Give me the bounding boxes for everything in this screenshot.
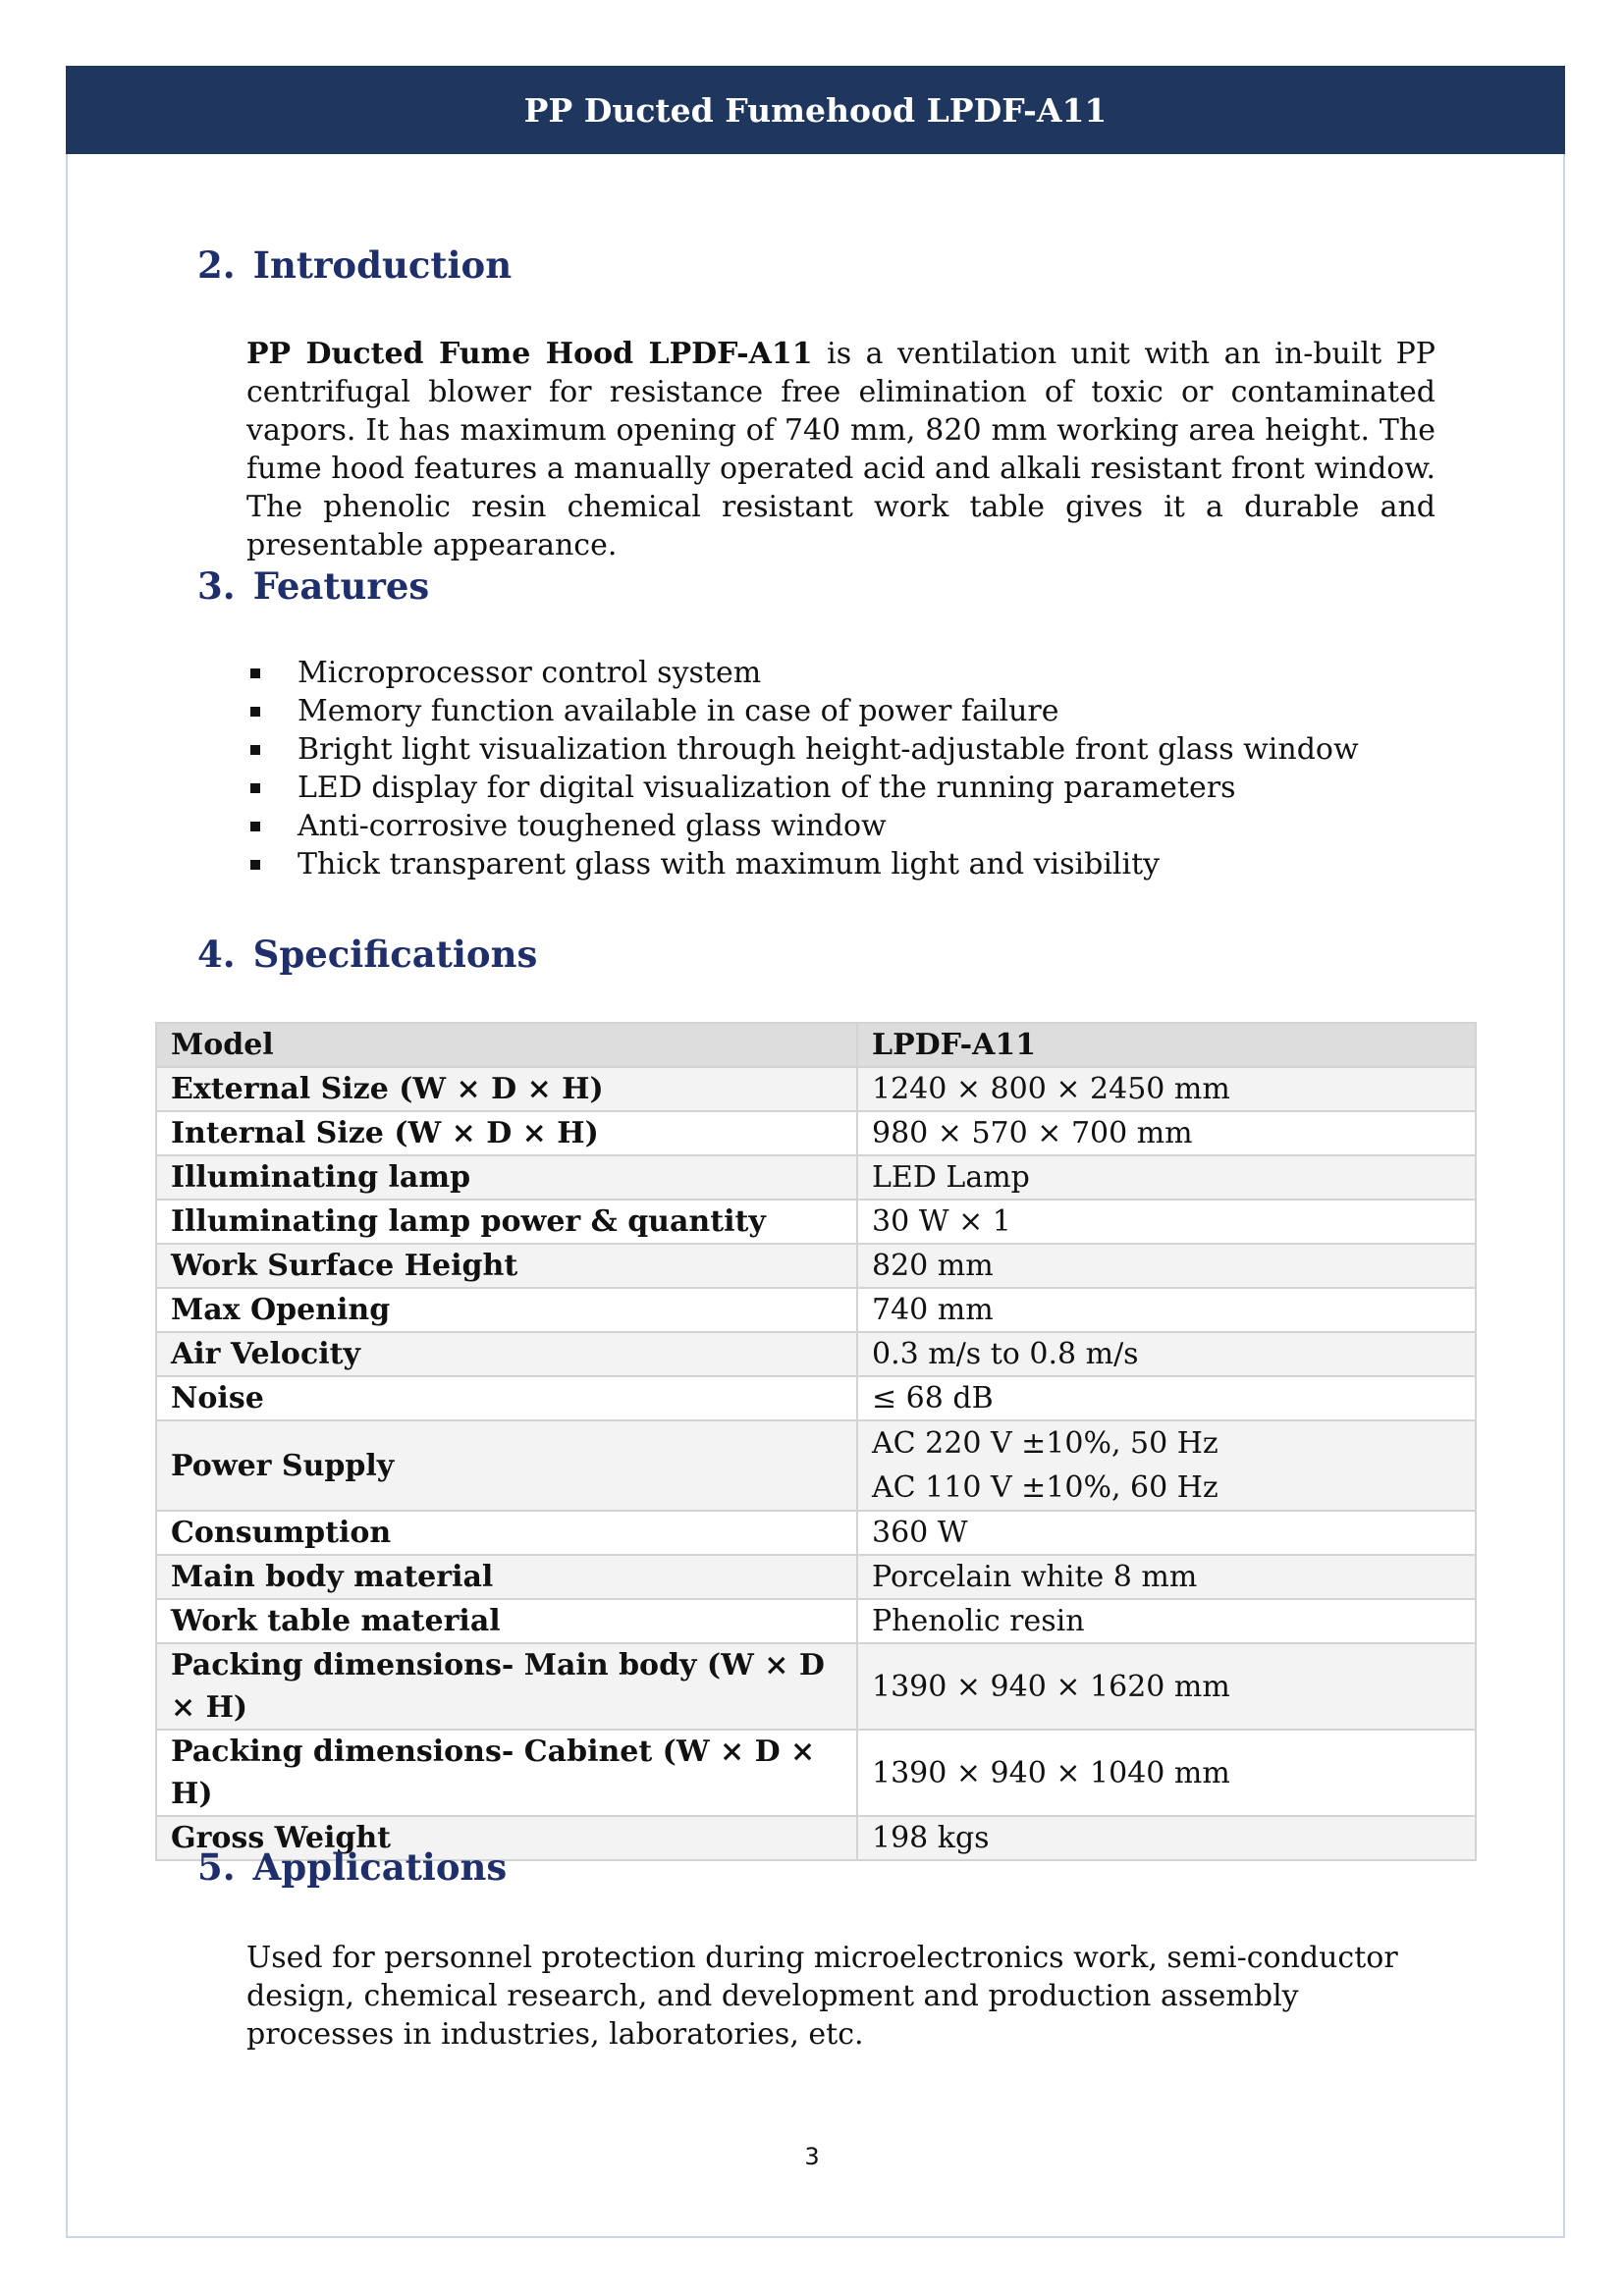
spec-value: 820 mm	[857, 1244, 1476, 1288]
table-row	[156, 1376, 1476, 1420]
table-row	[156, 1067, 1476, 1111]
section-title: Introduction	[252, 243, 513, 287]
feature-item: Thick transparent glass with maximum light and visibility	[246, 845, 1359, 883]
bullet-icon	[250, 860, 260, 870]
table-row	[156, 1288, 1476, 1332]
page-number: 3	[804, 2143, 820, 2170]
spec-value: 30 W × 1	[857, 1200, 1476, 1244]
spec-value: Porcelain white 8 mm	[857, 1555, 1476, 1599]
bullet-icon	[250, 668, 260, 678]
table-row	[156, 1730, 1476, 1816]
introduction-paragraph	[246, 335, 1435, 564]
table-row	[156, 1332, 1476, 1376]
spec-label: Work table material	[156, 1599, 857, 1643]
spec-value: 360 W	[857, 1511, 1476, 1555]
spec-value: LED Lamp	[857, 1155, 1476, 1200]
specifications-table	[155, 1022, 1477, 1861]
spec-label: Power Supply	[156, 1420, 857, 1511]
spec-label: Illuminating lamp	[156, 1155, 857, 1200]
bullet-icon	[250, 707, 260, 717]
table-row	[156, 1420, 1476, 1511]
applications-heading	[197, 1845, 507, 1889]
section-number: 5.	[197, 1845, 236, 1889]
product-name: PP Ducted Fume Hood LPDF-A11	[246, 337, 813, 371]
table-row	[156, 1200, 1476, 1244]
spec-value: 0.3 m/s to 0.8 m/s	[857, 1332, 1476, 1376]
spec-label: Consumption	[156, 1511, 857, 1555]
section-number: 2.	[197, 243, 236, 287]
table-row	[156, 1111, 1476, 1155]
section-number: 3.	[197, 564, 236, 608]
spec-value: 740 mm	[857, 1288, 1476, 1332]
table-row	[156, 1155, 1476, 1200]
header-cell-label: Model	[156, 1023, 857, 1067]
spec-label: Internal Size (W × D × H)	[156, 1111, 857, 1155]
section-title: Applications	[252, 1845, 508, 1889]
feature-item: Microprocessor control system	[246, 654, 1359, 692]
bullet-icon	[250, 783, 260, 793]
spec-value-line: AC 110 V ±10%, 60 Hz	[872, 1470, 1218, 1505]
table-header-row	[156, 1023, 1476, 1067]
spec-value: 980 × 570 × 700 mm	[857, 1111, 1476, 1155]
spec-value-line: AC 220 V ±10%, 50 Hz	[872, 1426, 1218, 1461]
feature-item: Bright light visualization through height-adjustable front glass window	[246, 730, 1359, 769]
introduction-text: is a ventilation unit with an in-built PP centrifugal blower for resistance free elimination of toxic or contaminated vapors. It has maximum opening of 740 mm, 820 mm working area height. The fume hood features a manually operated acid and alkali resistant front window. The phenolic resin chemical resistant work table gives it a durable and presentable appearance.	[246, 337, 1435, 562]
features-heading	[197, 564, 429, 608]
spec-value	[857, 1420, 1476, 1511]
bullet-icon	[250, 822, 260, 831]
spec-label: Air Velocity	[156, 1332, 857, 1376]
spec-label: Packing dimensions- Main body (W × D × H)	[156, 1643, 857, 1730]
document-title-banner	[66, 66, 1565, 154]
introduction-heading	[197, 243, 512, 287]
document-title: PP Ducted Fumehood LPDF-A11	[523, 90, 1108, 130]
spec-label: Packing dimensions- Cabinet (W × D × H)	[156, 1730, 857, 1816]
feature-item: Memory function available in case of power failure	[246, 692, 1359, 730]
table-row	[156, 1643, 1476, 1730]
spec-label: Main body material	[156, 1555, 857, 1599]
feature-item: LED display for digital visualization of the running parameters	[246, 769, 1359, 807]
table-row	[156, 1511, 1476, 1555]
header-cell-value: LPDF-A11	[857, 1023, 1476, 1067]
spec-value: ≤ 68 dB	[857, 1376, 1476, 1420]
spec-value: 1240 × 800 × 2450 mm	[857, 1067, 1476, 1111]
spec-value: 1390 × 940 × 1040 mm	[857, 1730, 1476, 1816]
section-title: Specifications	[252, 933, 538, 976]
spec-label: Gross Weight	[156, 1816, 857, 1860]
spec-label: Noise	[156, 1376, 857, 1420]
spec-label: Max Opening	[156, 1288, 857, 1332]
table-row	[156, 1555, 1476, 1599]
table-row	[156, 1244, 1476, 1288]
feature-item: Anti-corrosive toughened glass window	[246, 807, 1359, 845]
spec-label: External Size (W × D × H)	[156, 1067, 857, 1111]
section-number: 4.	[197, 933, 236, 976]
section-title: Features	[252, 564, 430, 608]
bullet-icon	[250, 745, 260, 755]
specifications-heading	[197, 933, 537, 976]
spec-value: 1390 × 940 × 1620 mm	[857, 1643, 1476, 1730]
spec-label: Illuminating lamp power & quantity	[156, 1200, 857, 1244]
table-row	[156, 1599, 1476, 1643]
spec-value: Phenolic resin	[857, 1599, 1476, 1643]
spec-value: 198 kgs	[857, 1816, 1476, 1860]
spec-label: Work Surface Height	[156, 1244, 857, 1288]
applications-paragraph: Used for personnel protection during microelectronics work, semi-conductor design, chemical research, and development and production assembly processes in industries, laboratories, etc.	[246, 1941, 1398, 2052]
features-list	[246, 654, 1359, 883]
